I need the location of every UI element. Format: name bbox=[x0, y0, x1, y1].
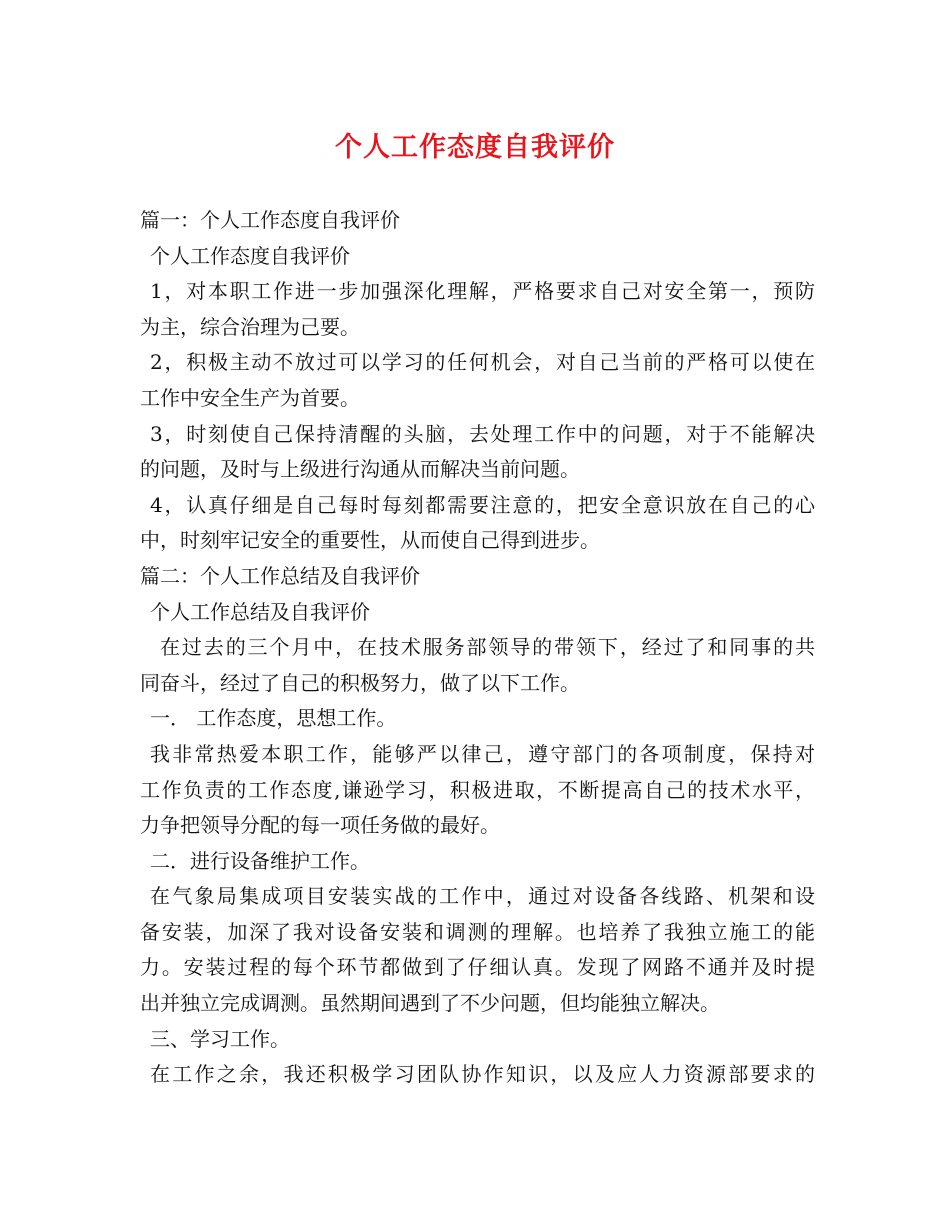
text-line: 个人工作总结及自我评价 bbox=[150, 599, 370, 624]
text-line: 二．进行设备维护工作。 bbox=[150, 848, 370, 873]
text-line: 我非常热爱本职工作，能够严以律己，遵守部门的各项制度，保持对 bbox=[150, 741, 815, 766]
text-line: 备安装，加深了我对设备安装和调测的理解。也培养了我独立施工的能 bbox=[140, 919, 815, 944]
text-line: 篇一：个人工作态度自我评价 bbox=[140, 208, 400, 232]
document-title: 个人工作态度自我评价 bbox=[335, 132, 615, 163]
text-line: 出并独立完成调测。虽然期间遇到了不少问题，但均能独立解决。 bbox=[140, 991, 720, 1016]
text-line: 同奋斗，经过了自己的积极努力，做了以下工作。 bbox=[140, 670, 580, 695]
text-line: 三、学习工作。 bbox=[150, 1026, 290, 1051]
text-line: 工作负责的工作态度,谦逊学习，积极进取，不断提高自己的技术水平， bbox=[140, 777, 815, 802]
text-line: 在过去的三个月中，在技术服务部领导的带领下，经过了和同事的共 bbox=[160, 635, 815, 660]
text-line: 1，对本职工作进一步加强深化理解，严格要求自己对安全第一，预防 bbox=[150, 279, 815, 304]
text-line: 篇二：个人工作总结及自我评价 bbox=[140, 563, 420, 588]
document-body bbox=[140, 203, 815, 1093]
text-line: 个人工作态度自我评价 bbox=[150, 243, 350, 268]
text-line: 3，时刻使自己保持清醒的头脑，去处理工作中的问题，对于不能解决 bbox=[150, 421, 815, 446]
text-line: 一． 工作态度，思想工作。 bbox=[150, 706, 397, 731]
text-line: 在气象局集成项目安装实战的工作中，通过对设备各线路、机架和设 bbox=[150, 884, 815, 909]
text-line: 力。安装过程的每个环节都做到了仔细认真。发现了网路不通并及时提 bbox=[140, 955, 815, 980]
text-line: 的问题，及时与上级进行沟通从而解决当前问题。 bbox=[140, 457, 580, 482]
text-line: 在工作之余，我还积极学习团队协作知识，以及应人力资源部要求的 bbox=[150, 1062, 815, 1087]
text-line: 为主，综合治理为己要。 bbox=[140, 314, 360, 339]
text-line: 力争把领导分配的每一项任务做的最好。 bbox=[140, 813, 500, 838]
text-line: 2，积极主动不放过可以学习的任何机会，对自己当前的严格可以使在 bbox=[150, 350, 815, 375]
text-line: 工作中安全生产为首要。 bbox=[140, 385, 360, 410]
text-line: 4，认真仔细是自己每时每刻都需要注意的，把安全意识放在自己的心 bbox=[150, 492, 815, 517]
text-line: 中，时刻牢记安全的重要性，从而使自己得到进步。 bbox=[140, 528, 600, 553]
